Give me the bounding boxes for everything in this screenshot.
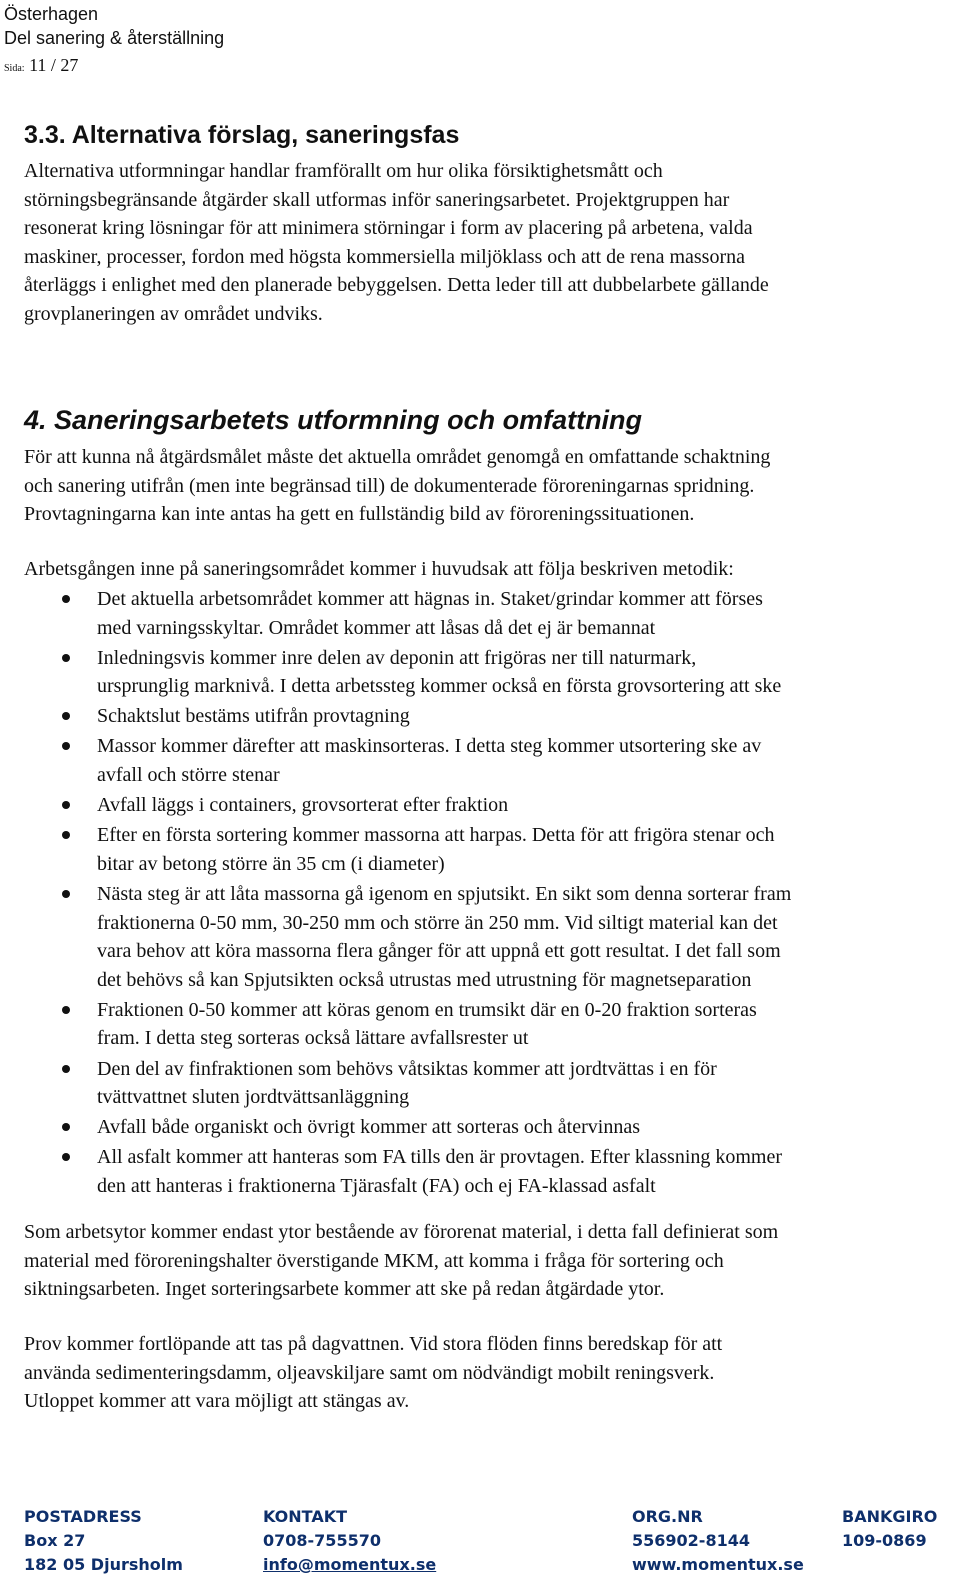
list-item <box>24 702 949 731</box>
bullet-dot-icon <box>62 1006 70 1014</box>
text-line: Det aktuella arbetsområdet kommer att hägnas in. Staket/grindar kommer att förses <box>97 588 763 610</box>
text-line: använda sedimenteringsdamm, oljeavskiljare samt om nödvändigt mobilt reningsverk. <box>24 1361 715 1384</box>
list-item <box>24 585 949 642</box>
footer-org-label: ORG.NR <box>632 1507 703 1526</box>
footer-org <box>632 1505 804 1577</box>
text-line: och sanering utifrån (men inte begränsad till) de dokumenterade föroreningarnas spridning. <box>24 474 755 497</box>
text-line: Som arbetsytor kommer endast ytor bestående av förorenat material, i detta fall definierat som <box>24 1221 779 1243</box>
text-line: siktningsarbeten. Inget sorteringsarbete kommer att ske på redan åtgärdade ytor. <box>24 1278 665 1301</box>
footer-address <box>24 1505 183 1577</box>
text-line: bitar av betong större än 35 cm (i diameter) <box>97 852 445 875</box>
text-line: Utloppet kommer att vara möjligt att stängas av. <box>24 1390 410 1413</box>
header-project: Österhagen <box>4 4 99 24</box>
method-bullet-list <box>24 585 949 1202</box>
list-item <box>24 996 949 1053</box>
text-line: Fraktionen 0-50 kommer att köras genom en trumsikt där en 0-20 fraktion sorteras <box>97 998 757 1021</box>
text-line: Alternativa utformningar handlar framförallt om hur olika försiktighetsmått och <box>24 160 663 182</box>
header-subtitle: Del sanering & återställning <box>4 28 225 48</box>
bullet-dot-icon <box>62 831 70 839</box>
list-item <box>24 644 949 701</box>
bullet-dot-icon <box>62 1123 70 1131</box>
text-line: vara behov att köra massorna flera gånger för att uppnå ett gott resultat. I det fall som <box>97 940 781 963</box>
footer-org-number: 556902-8144 <box>632 1531 750 1550</box>
text-line: fram. I detta steg sorteras också lättare avfallsrester ut <box>97 1027 529 1050</box>
text-line: Prov kommer fortlöpande att tas på dagvattnen. Vid stora flöden finns beredskap för att <box>24 1333 723 1355</box>
bullet-dot-icon <box>62 890 70 898</box>
text-line: tvättvattnet sluten jordtvättsanläggning <box>97 1086 410 1109</box>
bullet-dot-icon <box>62 654 70 662</box>
text-line: För att kunna nå åtgärdsmålet måste det aktuella området genomgå en omfattande schaktning <box>24 446 771 468</box>
text-line: Arbetsgången inne på saneringsområdet kommer i huvudsak att följa beskriven metodik: <box>24 558 734 580</box>
page-header <box>4 2 224 82</box>
work-area-paragraph <box>24 1218 949 1304</box>
footer-address-label: POSTADRESS <box>24 1507 142 1526</box>
footer-email-link[interactable]: info@momentux.se <box>263 1555 437 1574</box>
text-line: Avfall läggs i containers, grovsorterat efter fraktion <box>97 794 509 817</box>
footer-bankgiro <box>842 1505 937 1553</box>
text-line: grovplaneringen av området undviks. <box>24 302 323 325</box>
footer-contact-label: KONTAKT <box>263 1507 348 1526</box>
section-3-3-paragraph <box>24 157 949 329</box>
footer-address-box: Box 27 <box>24 1531 86 1550</box>
list-item <box>24 880 949 994</box>
bullet-dot-icon <box>62 595 70 603</box>
section-3-3-heading: 3.3. Alternativa förslag, saneringsfas <box>24 121 460 149</box>
footer-contact <box>263 1505 436 1577</box>
text-line: återläggs i enlighet med den planerade bebyggelsen. Detta leder till att dubbelarbete gällande <box>24 274 769 297</box>
page-number-value: 11 / 27 <box>29 55 79 75</box>
method-intro <box>24 555 949 584</box>
bullet-dot-icon <box>62 801 70 809</box>
text-line: Inledningsvis kommer inre delen av deponin att frigöras ner till naturmark, <box>97 646 697 669</box>
bullet-dot-icon <box>62 742 70 750</box>
bullet-dot-icon <box>62 1153 70 1161</box>
text-line: det behövs så kan Spjutsikten också utrustas med utrustning för magnetseparation <box>97 968 752 991</box>
page-footer <box>0 1505 960 1591</box>
list-item <box>24 732 949 789</box>
list-item <box>24 1143 949 1200</box>
footer-phone: 0708-755570 <box>263 1531 381 1550</box>
bullet-dot-icon <box>62 1065 70 1073</box>
text-line: All asfalt kommer att hanteras som FA tills den är provtagen. Efter klassning kommer <box>97 1146 783 1169</box>
text-line: Nästa steg är att låta massorna gå igenom en spjutsikt. En sikt som denna sorterar fram <box>97 882 792 905</box>
text-line: avfall och större stenar <box>97 764 280 787</box>
text-line: Avfall både organiskt och övrigt kommer att sorteras och återvinnas <box>97 1116 640 1139</box>
page-number <box>4 52 224 82</box>
list-item <box>24 1055 949 1112</box>
text-line: material med föroreningshalter överstigande MKM, att komma i fråga för sortering och <box>24 1249 724 1272</box>
footer-address-city: 182 05 Djursholm <box>24 1555 183 1574</box>
footer-website: www.momentux.se <box>632 1555 804 1574</box>
text-line: Schaktslut bestäms utifrån provtagning <box>97 705 410 728</box>
section-4-heading: 4. Saneringsarbetets utformning och omfattning <box>24 405 643 435</box>
section-4-intro <box>24 443 949 529</box>
text-line: resonerat kring lösningar för att minimera störningar i form av placering på arbetena, valda <box>24 217 753 240</box>
text-line: Efter en första sortering kommer massorna att harpas. Detta för att frigöra stenar och <box>97 824 775 847</box>
list-item <box>24 1113 949 1142</box>
text-line: Den del av finfraktionen som behövs våtsiktas kommer att jordtvättas i en för <box>97 1057 717 1080</box>
list-item <box>24 821 949 878</box>
text-line: den att hanteras i fraktionerna Tjärasfalt (FA) och ej FA-klassad asfalt <box>97 1174 656 1197</box>
bullet-dot-icon <box>62 712 70 720</box>
text-line: fraktionerna 0-50 mm, 30-250 mm och större än 250 mm. Vid siltigt material kan det <box>97 911 778 934</box>
text-line: maskiner, processer, fordon med högsta kommersiella miljöklass och att de rena massorna <box>24 245 745 268</box>
text-line: ursprunglig marknivå. I detta arbetssteg kommer också en första grovsortering att ske <box>97 675 782 698</box>
text-line: Provtagningarna kan inte antas ha gett en fullständig bild av föroreningssituationen. <box>24 503 695 526</box>
text-line: med varningsskyltar. Området kommer att låsas då det ej är bemannat <box>97 616 656 639</box>
text-line: störningsbegränsande åtgärder skall utformas inför saneringsarbetet. Projektgruppen har <box>24 188 730 211</box>
footer-bankgiro-label: BANKGIRO <box>842 1507 938 1526</box>
sampling-paragraph <box>24 1330 949 1416</box>
text-line: Massor kommer därefter att maskinsorteras. I detta steg kommer utsortering ske av <box>97 735 762 758</box>
list-item <box>24 791 949 820</box>
footer-bankgiro-number: 109-0869 <box>842 1531 927 1550</box>
page-number-label: Sida: <box>4 63 25 74</box>
